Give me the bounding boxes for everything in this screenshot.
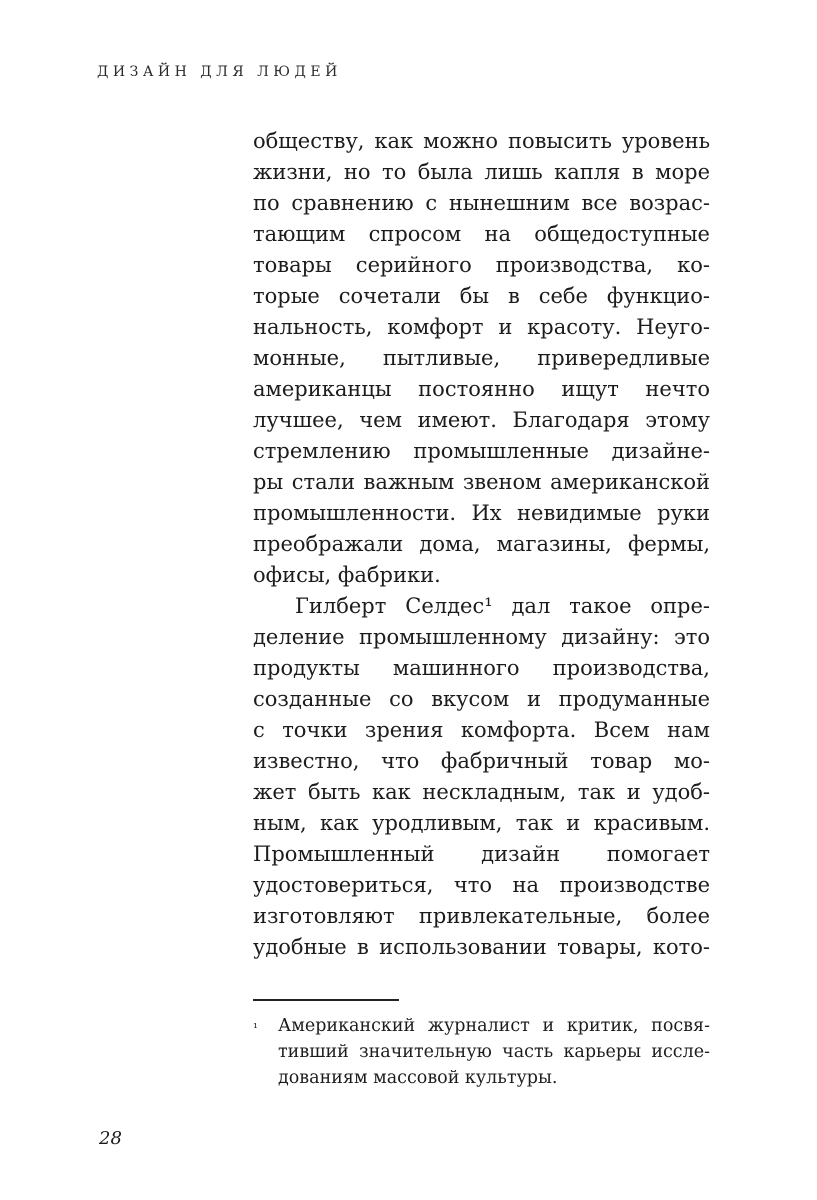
text-line: монные, пытливые, привередливые [253, 346, 710, 370]
text-line: нальность, комфорт и красоту. Неуго- [253, 315, 710, 339]
page-number: 28 [99, 1128, 122, 1149]
text-line: деление промышленному дизайну: это [253, 625, 710, 649]
text-line: обществу, как можно повысить уровень [253, 129, 710, 153]
text-line: жет быть как нескладным, так и удоб- [253, 780, 710, 804]
text-line: ным, как уродливым, так и красивым. [253, 811, 710, 835]
footnote-text [278, 1013, 710, 1091]
text-line: тивший значительную часть карьеры иссле- [278, 1042, 710, 1062]
text-line: Промышленный дизайн помогает [253, 842, 710, 866]
text-line: стремлению промышленные дизайне- [253, 439, 710, 463]
text-line: преображали дома, магазины, фермы, [253, 532, 710, 556]
text-line: изготовляют привлекательные, более [253, 904, 710, 928]
text-line: дованиям массовой культуры. [278, 1068, 558, 1088]
text-line: удостовериться, что на производстве [253, 873, 710, 897]
text-line: Гилберт Селдес¹ дал такое опре- [295, 594, 710, 618]
text-line: удобные в использовании товары, кото- [253, 935, 710, 959]
text-line: с точки зрения комфорта. Всем нам [253, 718, 710, 742]
text-line: промышленности. Их невидимые руки [253, 501, 710, 525]
text-line: известно, что фабричный товар мо- [253, 749, 710, 773]
text-line: товары серийного производства, ко- [253, 253, 710, 277]
footnote-marker: ¹ [253, 1021, 258, 1035]
text-line: Американский журналист и критик, посвя- [278, 1016, 710, 1036]
text-line: продукты машинного производства, [253, 656, 710, 680]
text-line: ры стали важным звеном американской [253, 470, 710, 494]
text-line: офисы, фабрики. [253, 563, 441, 587]
paragraph [253, 126, 710, 591]
text-line: американцы постоянно ищут нечто [253, 377, 710, 401]
footnote-separator [253, 999, 399, 1001]
text-line: тающим спросом на общедоступные [253, 222, 710, 246]
running-header: ДИЗАЙН ДЛЯ ЛЮДЕЙ [97, 64, 342, 80]
text-line: жизни, но то была лишь капля в море [253, 160, 710, 184]
text-line: созданные со вкусом и продуманные [253, 687, 710, 711]
paragraph [253, 591, 710, 963]
text-line: по сравнению с нынешним все возрас- [253, 191, 710, 215]
body-text-block [253, 126, 710, 963]
footnote [253, 1013, 710, 1091]
text-line: лучшее, чем имеют. Благодаря этому [253, 408, 710, 432]
text-line: торые сочетали бы в себе функцио- [253, 284, 710, 308]
